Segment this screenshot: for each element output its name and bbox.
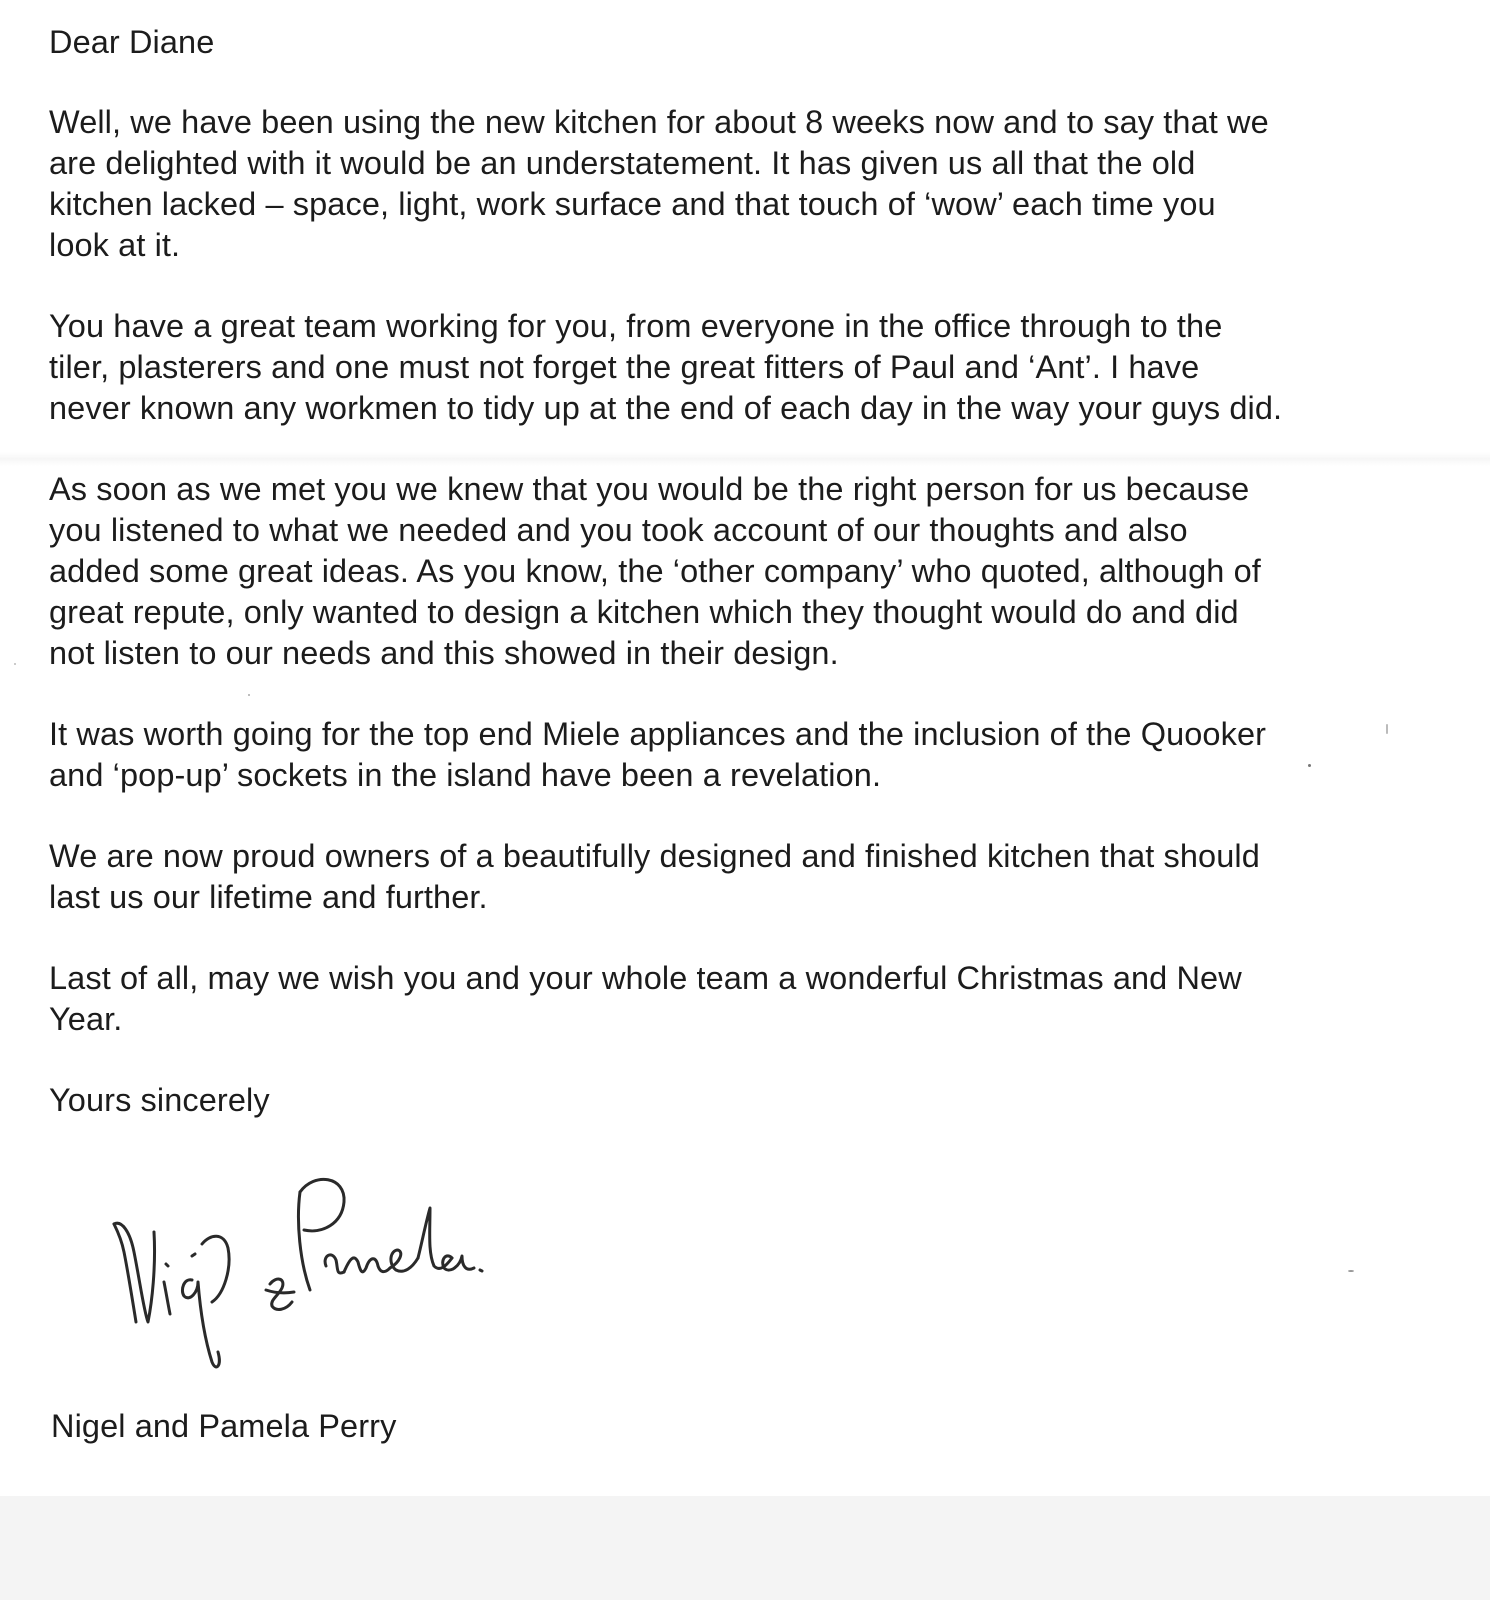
- paragraph-2-line-3: never known any workmen to tidy up at the end of each day in the way your guys did.: [49, 390, 1283, 426]
- paragraph-1-line-1: Well, we have been using the new kitchen for about 8 weeks now and to say that we: [49, 104, 1269, 140]
- paragraph-3-line-5: not listen to our needs and this showed in their design.: [49, 635, 839, 671]
- signatory-name: Nigel and Pamela Perry: [51, 1408, 397, 1444]
- paragraph-2-line-1: You have a great team working for you, from everyone in the office through to the: [49, 308, 1223, 344]
- scan-speck: [1308, 764, 1311, 767]
- scan-edge: [0, 1496, 1490, 1600]
- scan-speck: [248, 694, 250, 696]
- paragraph-4-line-2: and ‘pop-up’ sockets in the island have been a revelation.: [49, 757, 882, 793]
- scan-speck: [1386, 724, 1388, 734]
- paper-fold: [0, 452, 1490, 466]
- paragraph-5-line-1: We are now proud owners of a beautifully designed and finished kitchen that should: [49, 838, 1260, 874]
- scan-speck: [14, 663, 16, 665]
- paragraph-5-line-2: last us our lifetime and further.: [49, 879, 488, 915]
- paragraph-3-line-3: added some great ideas. As you know, the ‘other company’ who quoted, although of: [49, 553, 1261, 589]
- signature-drawing: [100, 1172, 530, 1402]
- paragraph-1-line-2: are delighted with it would be an understatement. It has given us all that the old: [49, 145, 1196, 181]
- scan-speck: [1348, 1270, 1354, 1272]
- paragraph-2-line-2: tiler, plasterers and one must not forget the great fitters of Paul and ‘Ant’. I have: [49, 349, 1200, 385]
- handwritten-signature: [100, 1172, 530, 1402]
- paragraph-4-line-1: It was worth going for the top end Miele appliances and the inclusion of the Quooker: [49, 716, 1267, 752]
- paragraph-3-line-1: As soon as we met you we knew that you would be the right person for us because: [49, 471, 1250, 507]
- salutation: Dear Diane: [49, 24, 215, 60]
- paragraph-1-line-4: look at it.: [49, 227, 181, 263]
- paragraph-6-line-2: Year.: [49, 1001, 123, 1037]
- paragraph-3-line-4: great repute, only wanted to design a kitchen which they thought would do and did: [49, 594, 1239, 630]
- paragraph-3-line-2: you listened to what we needed and you took account of our thoughts and also: [49, 512, 1188, 548]
- paragraph-1-line-3: kitchen lacked – space, light, work surface and that touch of ‘wow’ each time you: [49, 186, 1216, 222]
- paragraph-6-line-1: Last of all, may we wish you and your whole team a wonderful Christmas and New: [49, 960, 1242, 996]
- closing: Yours sincerely: [49, 1082, 270, 1118]
